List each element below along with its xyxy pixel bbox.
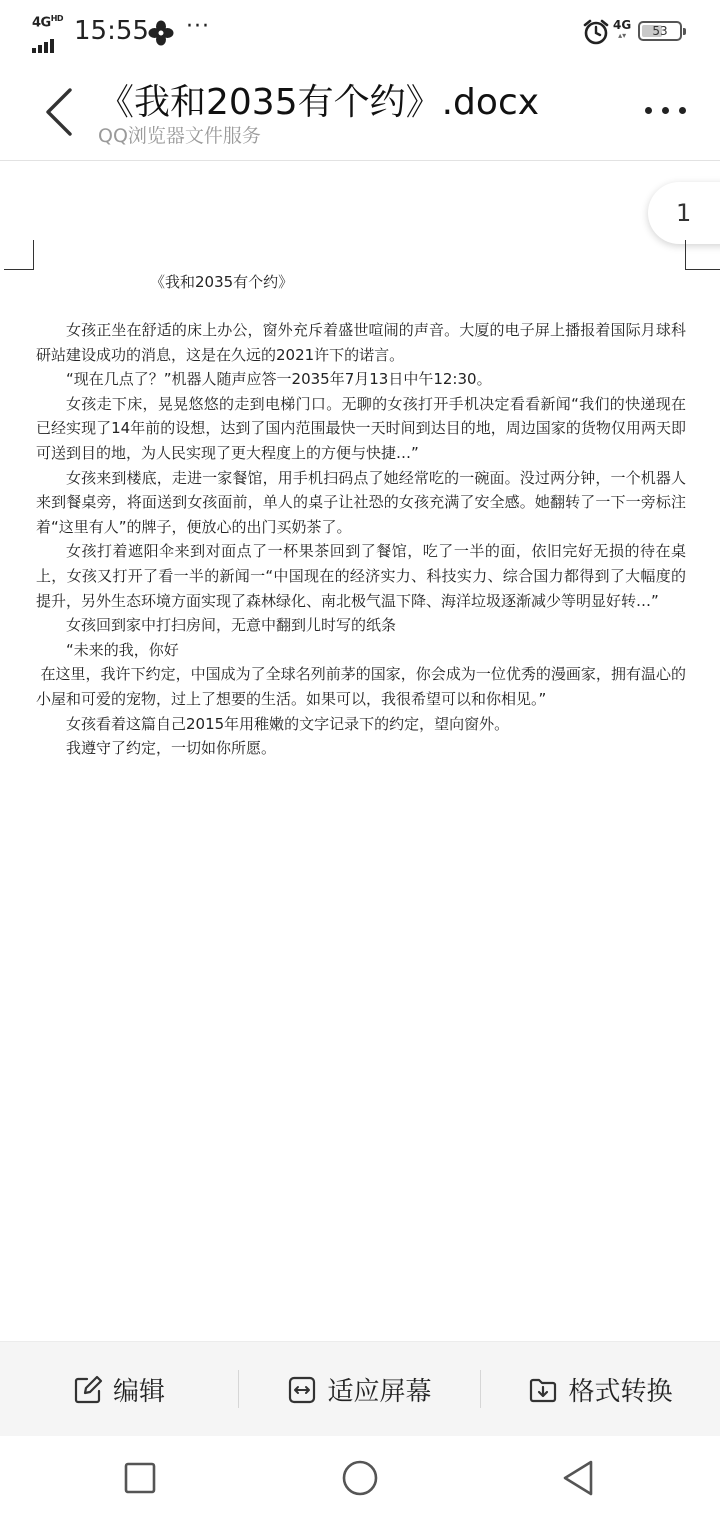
paragraph: 女孩打着遮阳伞来到对面点了一杯果茶回到了餐馆，吃了一半的面，依旧完好无损的待在桌上，女孩又打开了看一半的新闻一“中国现在的经济实力、科技实力、综合国力都得到了大幅度的提升，另外生态环境方面实现了森林绿化、南北极气温下降、海洋垃圾逐渐减少等明显好转…”	[36, 542, 686, 610]
document-filename: 《我和2035有个约》.docx	[98, 82, 540, 123]
battery-level: 53	[652, 24, 668, 38]
back-icon[interactable]	[40, 84, 80, 140]
file-service-label: QQ浏览器文件服务	[98, 125, 261, 147]
network-signal-icon	[30, 14, 70, 46]
edit-label: 编辑	[112, 1377, 165, 1407]
convert-button[interactable]	[481, 1342, 720, 1437]
paragraph: “现在几点了？”机器人随声应答一2035年7月13日中午12:30。	[66, 370, 492, 389]
fit-screen-label: 适应屏幕	[327, 1377, 432, 1407]
recents-icon[interactable]	[120, 1458, 160, 1498]
page-indicator[interactable]: 1	[648, 182, 720, 244]
document-title: 《我和2035有个约》	[150, 273, 294, 291]
status-overflow: ···	[186, 14, 210, 39]
home-icon[interactable]	[340, 1458, 380, 1498]
edit-icon	[73, 1375, 103, 1405]
paragraph: 我遵守了约定，一切如你所愿。	[66, 739, 277, 758]
paragraph: 女孩来到楼底，走进一家餐馆，用手机扫码点了她经常吃的一碗面。没过两分钟，一个机器人来到餐桌旁，将面送到女孩面前，单人的桌子让社恐的女孩充满了安全感。她翻转了一下一旁标注着“这里有人”的牌子，便放心的出门买奶茶了。	[36, 468, 686, 536]
edit-button[interactable]	[0, 1342, 238, 1437]
fan-icon	[148, 20, 174, 46]
status-time: 15:55	[74, 16, 149, 46]
paragraph: “未来的我，你好	[66, 640, 179, 659]
fit-screen-icon	[287, 1375, 317, 1405]
network-hd: HD	[50, 14, 64, 23]
data-network-icon: 4G ▴▾	[613, 18, 632, 40]
network-type: 4G	[32, 15, 51, 31]
status-bar	[0, 0, 720, 62]
paragraph: 女孩走下床，晃晃悠悠的走到电梯门口。无聊的女孩打开手机决定看看新闻“我们的快递现在已经实现了14年前的设想，达到了国内范围最快一天时间到达目的地，周边国家的货物仅用两天即可送到目的地，为人民实现了更大程度上的方便与快捷…”	[36, 394, 686, 462]
alarm-icon	[582, 18, 610, 46]
header-divider	[0, 160, 720, 161]
paragraph: 女孩回到家中打扫房间，无意中翻到儿时写的纸条	[66, 616, 397, 635]
paragraph: 女孩正坐在舒适的床上办公，窗外充斥着盛世喧闹的声音。大厦的电子屏上播报着国际月球科研站建设成功的消息，这是在久远的2021许下的诺言。	[36, 321, 686, 364]
convert-icon	[528, 1375, 558, 1405]
crop-mark-right	[685, 240, 720, 270]
crop-mark-left	[4, 240, 34, 270]
convert-label: 格式转换	[568, 1377, 673, 1407]
action-bar	[0, 1341, 720, 1437]
system-nav-bar	[0, 1436, 720, 1520]
fit-screen-button[interactable]	[239, 1342, 480, 1437]
nav-back-icon[interactable]	[558, 1458, 598, 1498]
paragraph: 女孩看着这篇自己2015年用稚嫩的文字记录下的约定，望向窗外。	[66, 714, 510, 733]
battery-icon	[638, 21, 682, 41]
data-network-label: 4G	[613, 18, 632, 32]
more-icon[interactable]	[640, 96, 690, 126]
document-body	[36, 318, 686, 761]
paragraph: 在这里，我许下约定，中国成为了全球名列前茅的国家，你会成为一位优秀的漫画家，拥有温心的小屋和可爱的宠物，过上了想要的生活。如果可以，我很希望可以和你相见。”	[36, 665, 686, 708]
